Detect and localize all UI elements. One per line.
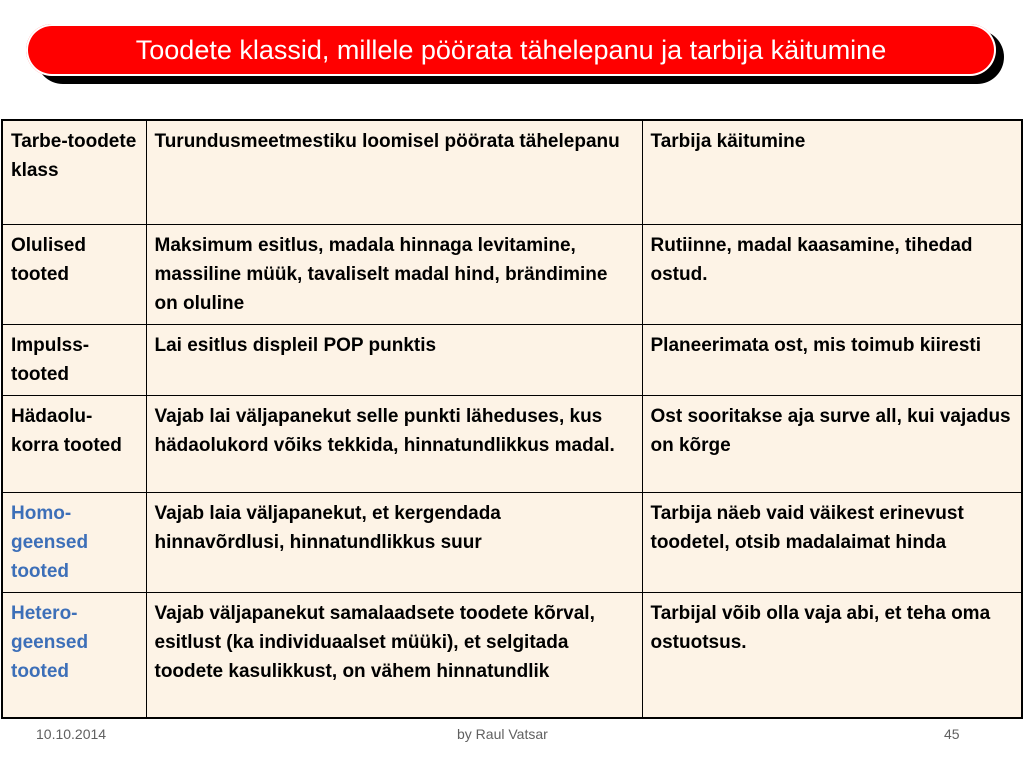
row-class-cell: Hädaolu-korra tooted (2, 395, 146, 492)
row-class-cell: Hetero-geensed tooted (2, 592, 146, 718)
row-behavior-cell: Ost sooritakse aja surve all, kui vajadus on kõrge (642, 395, 1022, 492)
row-class-cell: Homo-geensed tooted (2, 492, 146, 592)
row-attention-cell: Maksimum esitlus, madala hinnaga levitamine, massiline müük, tavaliselt madal hind, brändimine on oluline (146, 224, 642, 324)
row-behavior-cell: Tarbijal võib olla vaja abi, et teha oma ostuotsus. (642, 592, 1022, 718)
slide-title-text: Toodete klassid, millele pöörata tähelepanu ja tarbija käitumine (135, 34, 887, 65)
row-behavior-cell: Rutiinne, madal kaasamine, tihedad ostud. (642, 224, 1022, 324)
header-behavior: Tarbija käitumine (642, 120, 1022, 224)
row-class-cell: Impulss-tooted (2, 324, 146, 395)
header-attention: Turundusmeetmestiku loomisel pöörata tähelepanu (146, 120, 642, 224)
row-behavior-cell: Planeerimata ost, mis toimub kiiresti (642, 324, 1022, 395)
row-attention-cell: Lai esitlus displeil POP punktis (146, 324, 642, 395)
table-row (2, 395, 1022, 492)
slide-title (26, 24, 996, 76)
table-row (2, 224, 1022, 324)
header-class: Tarbe-toodete klass (2, 120, 146, 224)
footer-date: 10.10.2014 (36, 726, 107, 742)
footer-page-number: 45 (944, 726, 960, 742)
table-header-row (2, 120, 1022, 224)
table-row (2, 492, 1022, 592)
row-attention-cell: Vajab lai väljapanekut selle punkti läheduses, kus hädaolukord võiks tekkida, hinnatundlikkus madal. (146, 395, 642, 492)
row-class-cell: Olulised tooted (2, 224, 146, 324)
product-classes-table (1, 119, 1023, 719)
row-attention-cell: Vajab laia väljapanekut, et kergendada hinnavõrdlusi, hinnatundlikkus suur (146, 492, 642, 592)
footer-author: by Raul Vatsar (457, 726, 548, 742)
table-row (2, 324, 1022, 395)
row-behavior-cell: Tarbija näeb vaid väikest erinevust toodetel, otsib madalaimat hinda (642, 492, 1022, 592)
row-attention-cell: Vajab väljapanekut samalaadsete toodete kõrval, esitlust (ka individuaalset müüki), et selgitada toodete kasulikkust, on vähem hinnatundlik (146, 592, 642, 718)
table-row (2, 592, 1022, 718)
